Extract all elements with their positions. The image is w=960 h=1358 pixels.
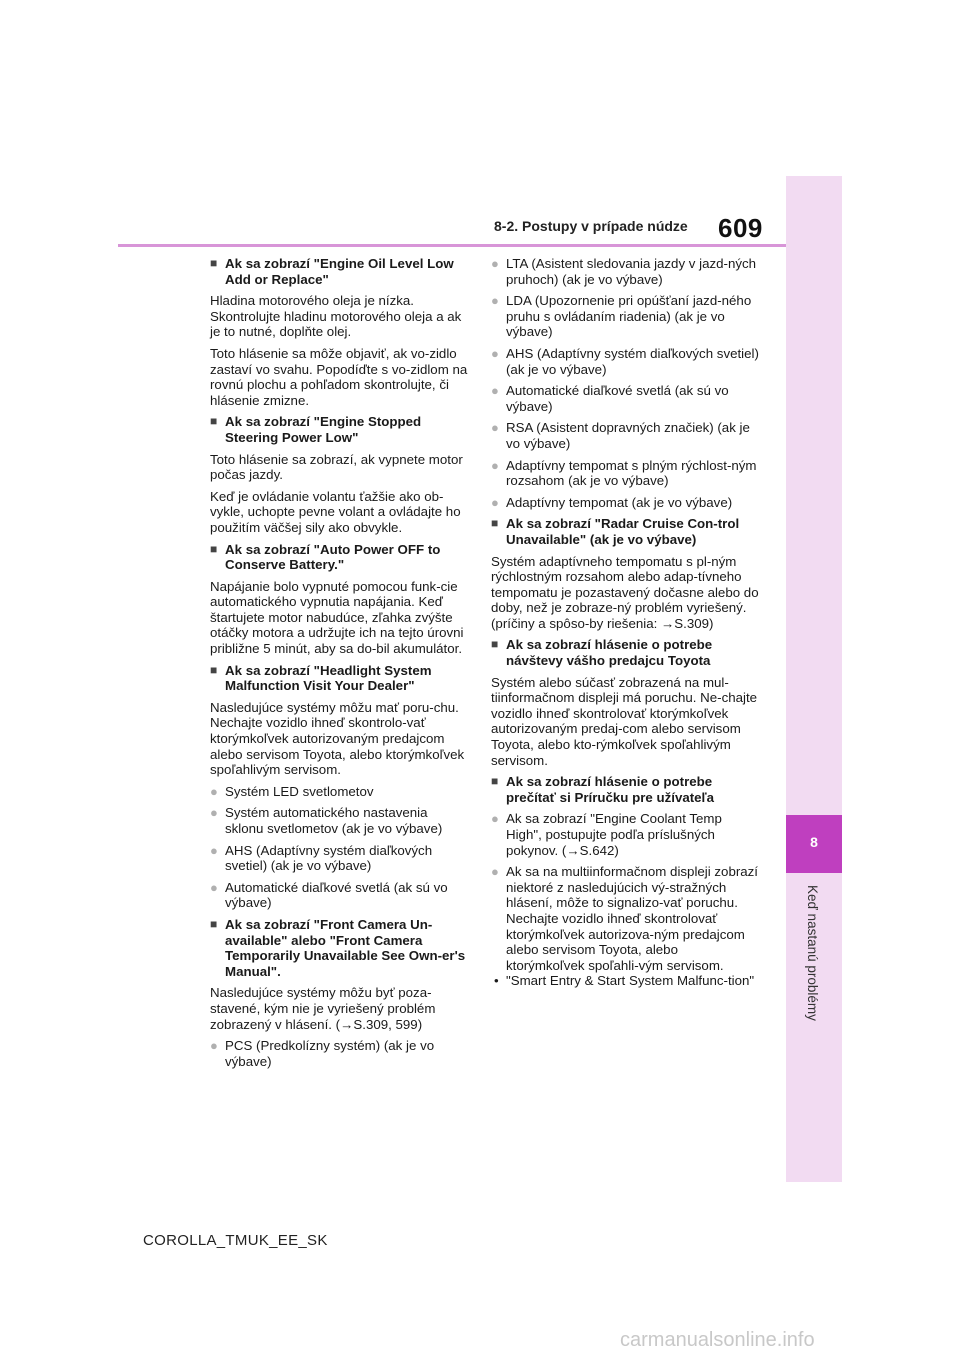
paragraph: Keď je ovládanie volantu ťažšie ako ob-vykle, uchopte pevne volant a ovládajte ho použitím väčšej sily ako obvykle.	[210, 488, 461, 535]
list-item: ● Ak sa na multiinformačnom displeji zobrazí niektoré z nasledujúcich vý-stražných hlásení, môže to signalizo-vať poruchu. Nechajte vozidlo ihneď skontrolovať ktorýmkoľvek autorizova-ným predajcom alebo servisom Toyota, alebo ktorýmkoľvek spoľahli-vým servisom.	[491, 864, 759, 973]
list-item: ● AHS (Adaptívny systém diaľkových svetiel) (ak je vo výbave)	[491, 345, 759, 377]
list-item: ● RSA (Asistent dopravných značiek) (ak je vo výbave)	[491, 420, 750, 451]
square-bullet-icon: ■	[210, 541, 218, 556]
square-bullet-icon: ■	[491, 774, 499, 789]
heading	[210, 542, 468, 573]
heading	[210, 256, 468, 287]
circle-bullet-icon: ●	[491, 494, 499, 510]
paragraph: Toto hlásenie sa môže objaviť, ak vo-zidlo zastaví vo svahu. Popodíďte s vo-zidlom na rovnú plochu a pohľadom skontrolujte, či hlásenie zmizne.	[210, 345, 468, 408]
circle-bullet-icon: ●	[491, 345, 499, 361]
side-tab-strip	[786, 176, 842, 1182]
list-item: ● AHS (Adaptívny systém diaľkových svetiel) (ak je vo výbave)	[210, 842, 433, 874]
square-bullet-icon: ■	[210, 414, 218, 429]
paragraph: Nasledujúce systémy môžu byť poza-stavené, kým nie je vyriešený problém zobrazený v hlásení. (→S.309, 599)	[210, 985, 436, 1032]
circle-bullet-icon: ●	[210, 783, 218, 799]
heading	[210, 414, 468, 445]
circle-bullet-icon: ●	[491, 420, 499, 436]
paragraph: Systém adaptívneho tempomatu s pl-ným rýchlostným rozsahom alebo adap-tívneho tempomatu je pozastavený dočasne alebo do doby, než je zobraze-ný problém vyriešený. (príčiny a spôso-by riešenia: →S.309)	[491, 553, 759, 631]
circle-bullet-icon: ●	[210, 842, 218, 858]
list-item: ● LTA (Asistent sledovania jazdy v jazd-ných pruhoch) (ak je vo výbave)	[491, 256, 757, 287]
heading-text: Ak sa zobrazí "Headlight System Malfunction Visit Your Dealer"	[225, 662, 432, 694]
heading	[210, 917, 468, 979]
heading	[210, 663, 468, 694]
list-item: ● PCS (Predkolízny systém) (ak je vo výbave)	[210, 1038, 435, 1069]
square-bullet-icon: ■	[210, 256, 218, 270]
paragraph: Toto hlásenie sa zobrazí, ak vypnete motor počas jazdy.	[210, 451, 463, 483]
square-bullet-icon: ■	[491, 637, 499, 652]
dot-bullet-icon: •	[494, 973, 499, 989]
square-bullet-icon: ■	[210, 662, 218, 677]
circle-bullet-icon: ●	[491, 811, 499, 827]
circle-bullet-icon: ●	[491, 457, 499, 473]
heading-text: Ak sa zobrazí hlásenie o potrebe návštevy vášho predajcu Toyota	[506, 637, 713, 669]
list-item: ● Ak sa zobrazí "Engine Coolant Temp High", postupujte podľa príslušných pokynov. (→S.642)	[491, 811, 722, 858]
circle-bullet-icon: ●	[491, 864, 499, 880]
right-column	[491, 256, 759, 995]
header-rule	[118, 244, 786, 247]
sub-list-item: • "Smart Entry & Start System Malfunc-tion"	[491, 973, 759, 989]
circle-bullet-icon: ●	[491, 383, 499, 399]
list-item: ● Systém automatického nastavenia sklonu svetlometov (ak je vo výbave)	[210, 805, 443, 836]
heading	[491, 637, 759, 668]
square-bullet-icon: ■	[210, 916, 218, 931]
heading-text: Ak sa zobrazí "Engine Oil Level Low Add or Replace"	[225, 256, 454, 287]
document-code: COROLLA_TMUK_EE_SK	[143, 1232, 328, 1249]
circle-bullet-icon: ●	[210, 805, 218, 821]
chapter-tab-number: 8	[810, 834, 818, 850]
chapter-tab-label: Keď nastanú problémy	[805, 885, 820, 1021]
watermark: carmanualsonline.info	[620, 1329, 815, 1351]
heading-text: Ak sa zobrazí "Engine Stopped Steering Power Low"	[225, 414, 422, 445]
paragraph: Napájanie bolo vypnuté pomocou funk-cie automatického vypnutia napájania. Keď štartujete motor nabudúce, zľahka zvýšte otáčky motora a udržujte ich na tejto úrovni približne 5 minút, aby sa do-bil akumulátor.	[210, 578, 464, 657]
circle-bullet-icon: ●	[210, 879, 218, 895]
heading	[491, 774, 759, 805]
left-column	[210, 256, 468, 1075]
list-item: ● Adaptívny tempomat s plným rýchlost-ným rozsahom (ak je vo výbave)	[491, 457, 757, 489]
section-title: 8-2. Postupy v prípade núdze	[494, 218, 688, 234]
list-item: ● LDA (Upozornenie pri opúšťaní jazd-ného pruhu s ovládaním riadenia) (ak je vo výbave)	[491, 293, 752, 340]
circle-bullet-icon: ●	[491, 293, 499, 309]
list-item: ● Adaptívny tempomat (ak je vo výbave)	[491, 494, 733, 510]
heading-text: Ak sa zobrazí "Auto Power OFF to Conserve Battery."	[225, 541, 441, 573]
circle-bullet-icon: ●	[210, 1038, 218, 1054]
square-bullet-icon: ■	[491, 516, 499, 531]
paragraph: Systém alebo súčasť zobrazená na mul-tiinformačnom displeji má poruchu. Ne-chajte vozidlo ihneď skontrolovať ktorýmkoľvek autorizovaným predaj-com alebo servisom Toyota, alebo kto-rýmkoľvek spoľahlivým servisom.	[491, 674, 758, 768]
paragraph: Nasledujúce systémy môžu mať poru-chu. Nechajte vozidlo ihneď skontrolo-vať ktorýmkoľvek autorizovaným predajcom alebo servisom Toyota, alebo ktorýmkoľvek spoľahlivým servisom.	[210, 699, 465, 778]
list-item: ● Automatické diaľkové svetlá (ak sú vo výbave)	[491, 383, 729, 414]
list-item: ● Automatické diaľkové svetlá (ak sú vo výbave)	[210, 879, 448, 911]
heading-text: Ak sa zobrazí hlásenie o potrebe prečítať si Príručku pre užívateľa	[506, 774, 715, 805]
paragraph: Hladina motorového oleja je nízka. Skontrolujte hladinu motorového oleja a ak je to nutné, doplňte olej.	[210, 293, 462, 340]
list-item: ● Systém LED svetlometov	[210, 783, 374, 799]
heading	[491, 516, 759, 547]
circle-bullet-icon: ●	[491, 256, 499, 271]
page-number: 609	[718, 213, 763, 243]
heading-text: Ak sa zobrazí "Front Camera Un-available" alebo "Front Camera Temporarily Unavailable See Own-er's Manual".	[225, 916, 466, 979]
heading-text: Ak sa zobrazí "Radar Cruise Con-trol Unavailable" (ak je vo výbave)	[506, 516, 740, 547]
